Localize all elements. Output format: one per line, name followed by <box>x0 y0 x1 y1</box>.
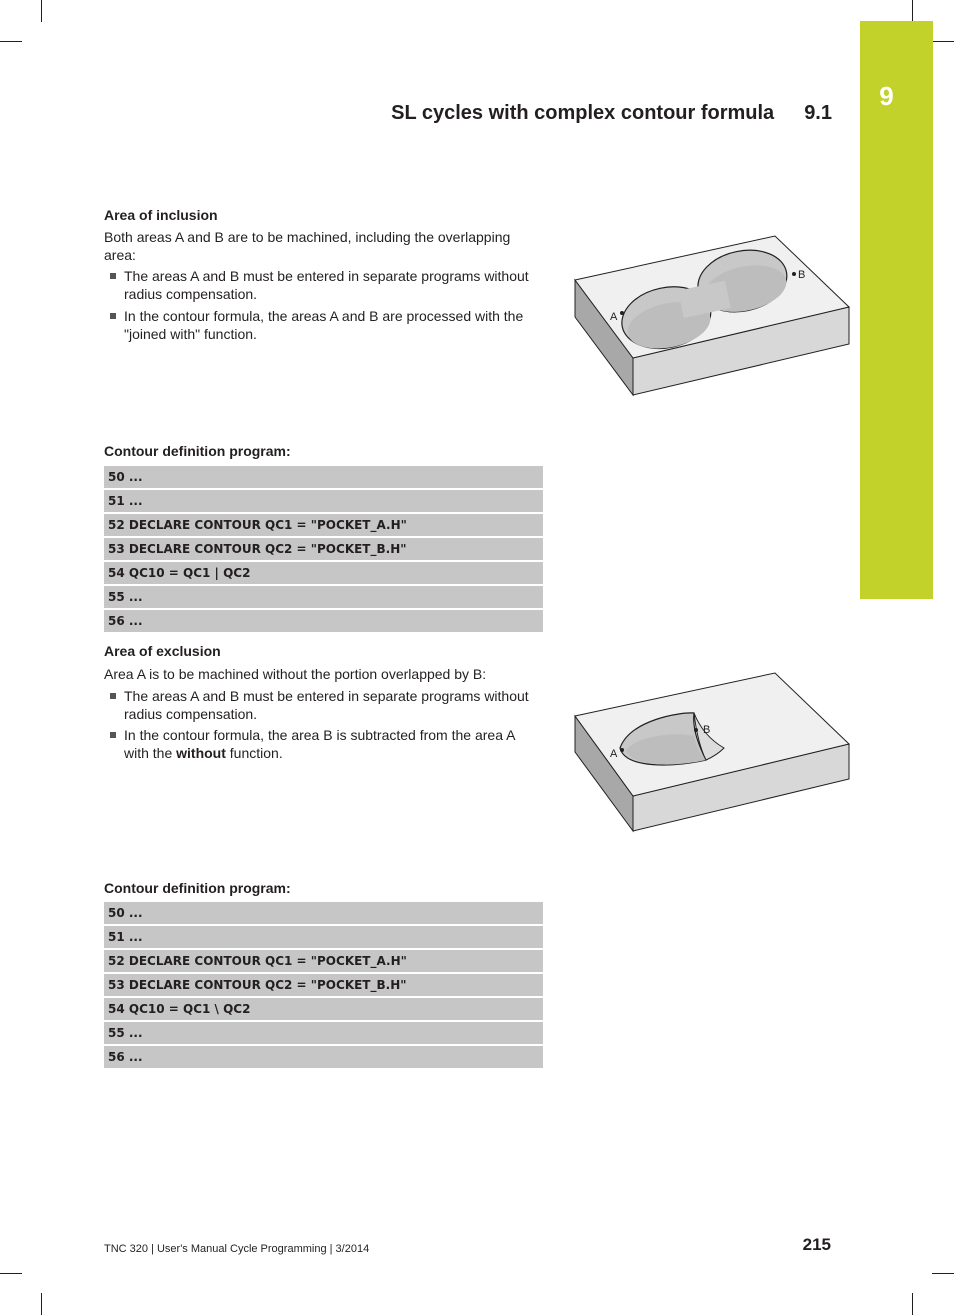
bullet-text-bold: without <box>176 745 226 761</box>
footer-text: TNC 320 | User's Manual Cycle Programming | 3/2014 <box>104 1243 370 1255</box>
chapter-tab <box>860 21 933 599</box>
program-line: 52 DECLARE CONTOUR QC1 = "POCKET_A.H" <box>104 514 543 536</box>
program-line: 54 QC10 = QC1 | QC2 <box>104 562 543 584</box>
exclusion-bullet <box>104 726 539 762</box>
bullet-text-pre: In the contour formula, the area B is subtracted from the area A with the <box>124 727 515 761</box>
program-line: 56 ... <box>104 610 543 632</box>
crop-mark <box>932 41 954 42</box>
header-section: 9.1 <box>804 102 832 124</box>
running-header <box>391 102 832 125</box>
inclusion-bullet-text: The areas A and B must be entered in separate programs without radius compensation. <box>124 268 529 302</box>
page-number: 215 <box>802 1235 831 1254</box>
bullet-marker <box>110 732 116 738</box>
chapter-number: 9 <box>879 81 894 111</box>
program-line: 55 ... <box>104 586 543 608</box>
inclusion-figure <box>570 230 855 400</box>
crop-mark <box>0 1273 22 1274</box>
program-line: 54 QC10 = QC1 \ QC2 <box>104 998 543 1020</box>
header-title: SL cycles with complex contour formula <box>391 102 775 124</box>
crop-mark <box>41 0 42 22</box>
crop-mark <box>912 1293 913 1315</box>
exclusion-bullet <box>104 687 539 723</box>
inclusion-bullet <box>104 267 539 303</box>
bullet-text-post: function. <box>225 745 283 761</box>
figure-label-a: A <box>610 748 618 760</box>
figure-label-b: B <box>703 724 711 736</box>
program-line: 52 DECLARE CONTOUR QC1 = "POCKET_A.H" <box>104 950 543 972</box>
exclusion-program-heading: Contour definition program: <box>104 880 291 896</box>
exclusion-bullet-text: The areas A and B must be entered in separate programs without radius compensation. <box>124 688 529 722</box>
exclusion-program <box>104 902 543 1070</box>
crop-mark <box>0 41 22 42</box>
program-line: 50 ... <box>104 466 543 488</box>
exclusion-bullet-text <box>124 727 515 761</box>
program-line: 50 ... <box>104 902 543 924</box>
inclusion-bullet <box>104 307 539 343</box>
bullet-marker <box>110 313 116 319</box>
bullet-marker <box>110 693 116 699</box>
inclusion-bullet-text: In the contour formula, the areas A and B are processed with the "joined with" function. <box>124 308 524 342</box>
figure-label-b: B <box>798 269 806 281</box>
program-line: 55 ... <box>104 1022 543 1044</box>
exclusion-heading: Area of exclusion <box>104 643 221 659</box>
inclusion-program-heading: Contour definition program: <box>104 443 291 459</box>
inclusion-program <box>104 466 543 634</box>
crop-mark <box>912 0 913 22</box>
program-line: 53 DECLARE CONTOUR QC2 = "POCKET_B.H" <box>104 974 543 996</box>
inclusion-intro: Both areas A and B are to be machined, including the overlapping area: <box>104 229 511 263</box>
program-line: 51 ... <box>104 490 543 512</box>
crop-mark <box>932 1273 954 1274</box>
crop-mark <box>41 1293 42 1315</box>
bullet-marker <box>110 273 116 279</box>
program-line: 56 ... <box>104 1046 543 1068</box>
figure-label-a: A <box>610 311 618 323</box>
exclusion-figure <box>570 668 855 838</box>
program-line: 51 ... <box>104 926 543 948</box>
program-line: 53 DECLARE CONTOUR QC2 = "POCKET_B.H" <box>104 538 543 560</box>
exclusion-intro: Area A is to be machined without the portion overlapped by B: <box>104 666 487 682</box>
inclusion-heading: Area of inclusion <box>104 207 218 223</box>
